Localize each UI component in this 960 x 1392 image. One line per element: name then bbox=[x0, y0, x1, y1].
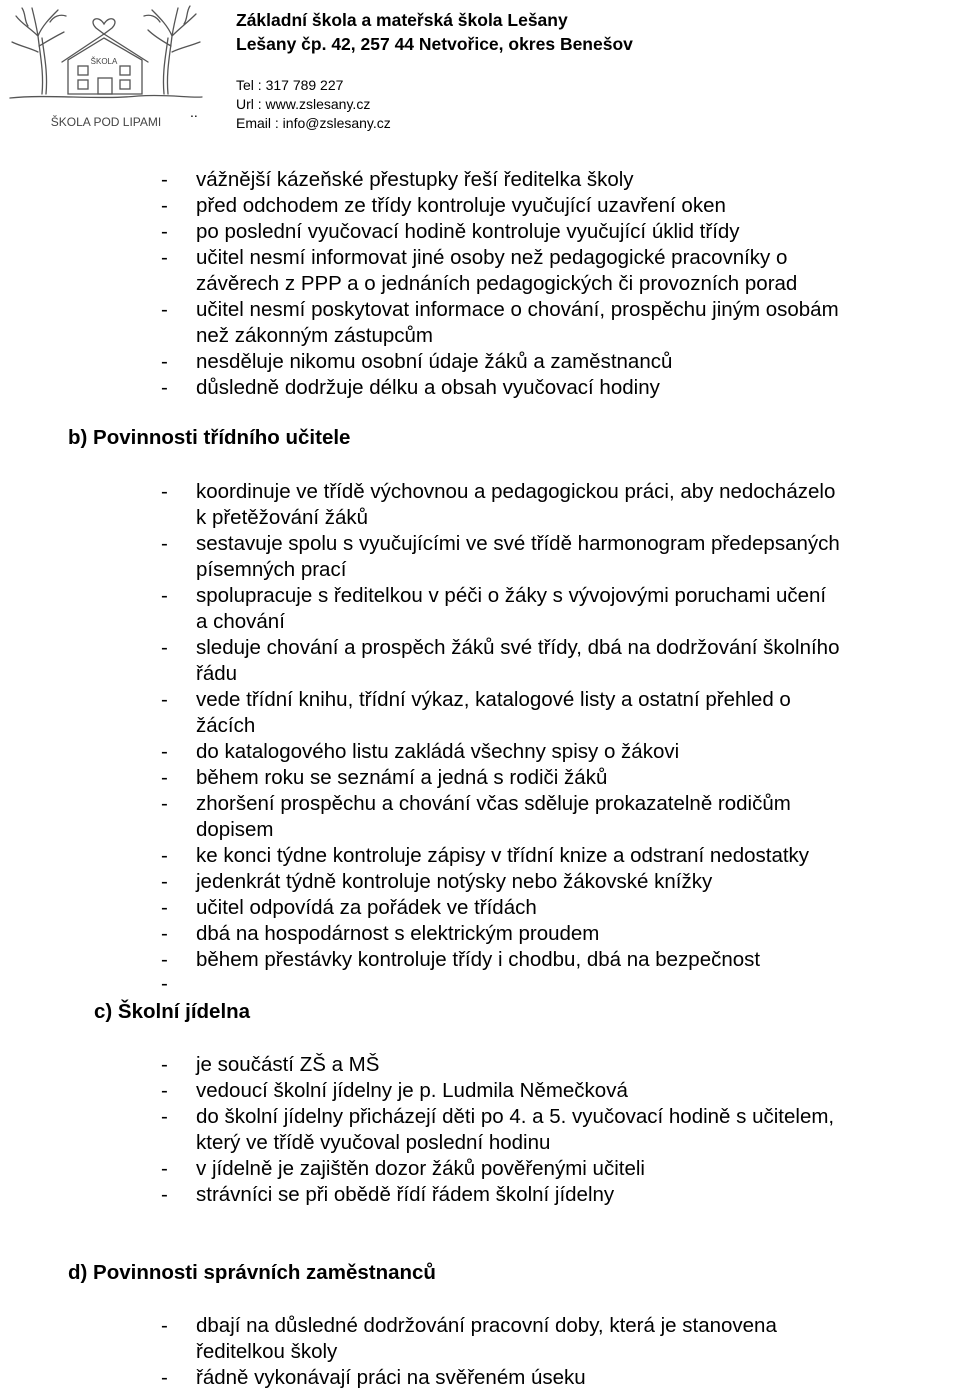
list-item: - učitel nesmí poskytovat informace o chování, prospěchu jiným osobám než zákonným zástupcům bbox=[161, 298, 839, 347]
list-item: - učitel nesmí informovat jiné osoby než pedagogické pracovníky o závěrech z PPP a o jednáních pedagogických či provozních porad bbox=[161, 246, 798, 295]
contact-tel: Tel : 317 789 227 bbox=[236, 77, 344, 93]
logo-house-text: ŠKOLA bbox=[90, 57, 118, 66]
empty-bullet: - bbox=[161, 972, 168, 995]
list-item: - vede třídní knihu, třídní výkaz, katalogové listy a ostatní přehled o žácích bbox=[161, 688, 791, 737]
list-item: - učitel odpovídá za pořádek ve třídách bbox=[161, 896, 537, 919]
list-item: - vedoucí školní jídelny je p. Ludmila Němečková bbox=[161, 1079, 628, 1102]
list-item: - jedenkrát týdně kontroluje notýsky nebo žákovské knížky bbox=[161, 870, 713, 893]
list-item: - do školní jídelny přicházejí děti po 4. a 5. vyučovací hodině s učitelem, který ve třídě vyučoval poslední hodinu bbox=[161, 1105, 835, 1154]
section-b-title: b) Povinnosti třídního učitele bbox=[68, 426, 351, 449]
contact-email[interactable]: Email : info@zslesany.cz bbox=[236, 115, 391, 131]
list-item: - ke konci týdne kontroluje zápisy v třídní knize a odstraní nedostatky bbox=[161, 844, 810, 867]
list-item: - sestavuje spolu s vyučujícími ve své třídě harmonogram předepsaných písemných prací bbox=[161, 532, 840, 581]
list-item: - do katalogového listu zakládá všechny spisy o žákovi bbox=[161, 740, 680, 763]
list-item: - důsledně dodržuje délku a obsah vyučovací hodiny bbox=[161, 376, 660, 399]
list-item: - během roku se seznámí a jedná s rodiči žáků bbox=[161, 766, 608, 789]
section-d-title: d) Povinnosti správních zaměstnanců bbox=[68, 1261, 436, 1284]
list-item: - dbá na hospodárnost s elektrickým proudem bbox=[161, 922, 600, 945]
list-item: - během přestávky kontroluje třídy i chodbu, dbá na bezpečnost bbox=[161, 948, 761, 971]
section-d-list bbox=[0, 1313, 960, 1391]
list-item: - spolupracuje s ředitelkou v péči o žáky s vývojovými poruchami učení a chování bbox=[161, 584, 827, 633]
logo-caption: ŠKOLA POD LIPAMI bbox=[50, 115, 162, 129]
list-item: - řádně vykonávají práci na svěřeném úseku bbox=[161, 1366, 586, 1389]
list-item: - koordinuje ve třídě výchovnou a pedagogickou práci, aby nedocházelo k přetěžování žáků bbox=[161, 480, 836, 529]
list-item: - nesděluje nikomu osobní údaje žáků a zaměstnanců bbox=[161, 350, 673, 373]
list-item: - sleduje chování a prospěch žáků své třídy, dbá na dodržování školního řádu bbox=[161, 636, 840, 685]
list-item: - vážnější kázeňské přestupky řeší ředitelka školy bbox=[161, 168, 634, 191]
list-item: - strávníci se při obědě řídí řádem školní jídelny bbox=[161, 1183, 615, 1206]
list-item: - v jídelně je zajištěn dozor žáků pověřenými učiteli bbox=[161, 1157, 645, 1180]
section-b-list bbox=[0, 479, 960, 973]
list-item: - je součástí ZŠ a MŠ bbox=[161, 1053, 380, 1076]
list-item: - dbají na důsledné dodržování pracovní doby, která je stanovena ředitelkou školy bbox=[161, 1314, 777, 1363]
header-marker: .. bbox=[190, 104, 198, 120]
contact-url[interactable]: Url : www.zslesany.cz bbox=[236, 96, 371, 112]
school-logo bbox=[8, 2, 204, 132]
school-name: Základní škola a mateřská škola Lešany bbox=[236, 10, 568, 30]
section-c-title: c) Školní jídelna bbox=[94, 1000, 251, 1023]
list-item: - před odchodem ze třídy kontroluje vyučující uzavření oken bbox=[161, 194, 726, 217]
section-c-list bbox=[0, 1052, 960, 1208]
list-item: - po poslední vyučovací hodině kontroluje vyučující úklid třídy bbox=[161, 220, 740, 243]
top-list bbox=[0, 167, 960, 401]
school-address: Lešany čp. 42, 257 44 Netvořice, okres Benešov bbox=[236, 34, 633, 54]
list-item: - zhoršení prospěchu a chování včas sděluje prokazatelně rodičům dopisem bbox=[161, 792, 791, 841]
